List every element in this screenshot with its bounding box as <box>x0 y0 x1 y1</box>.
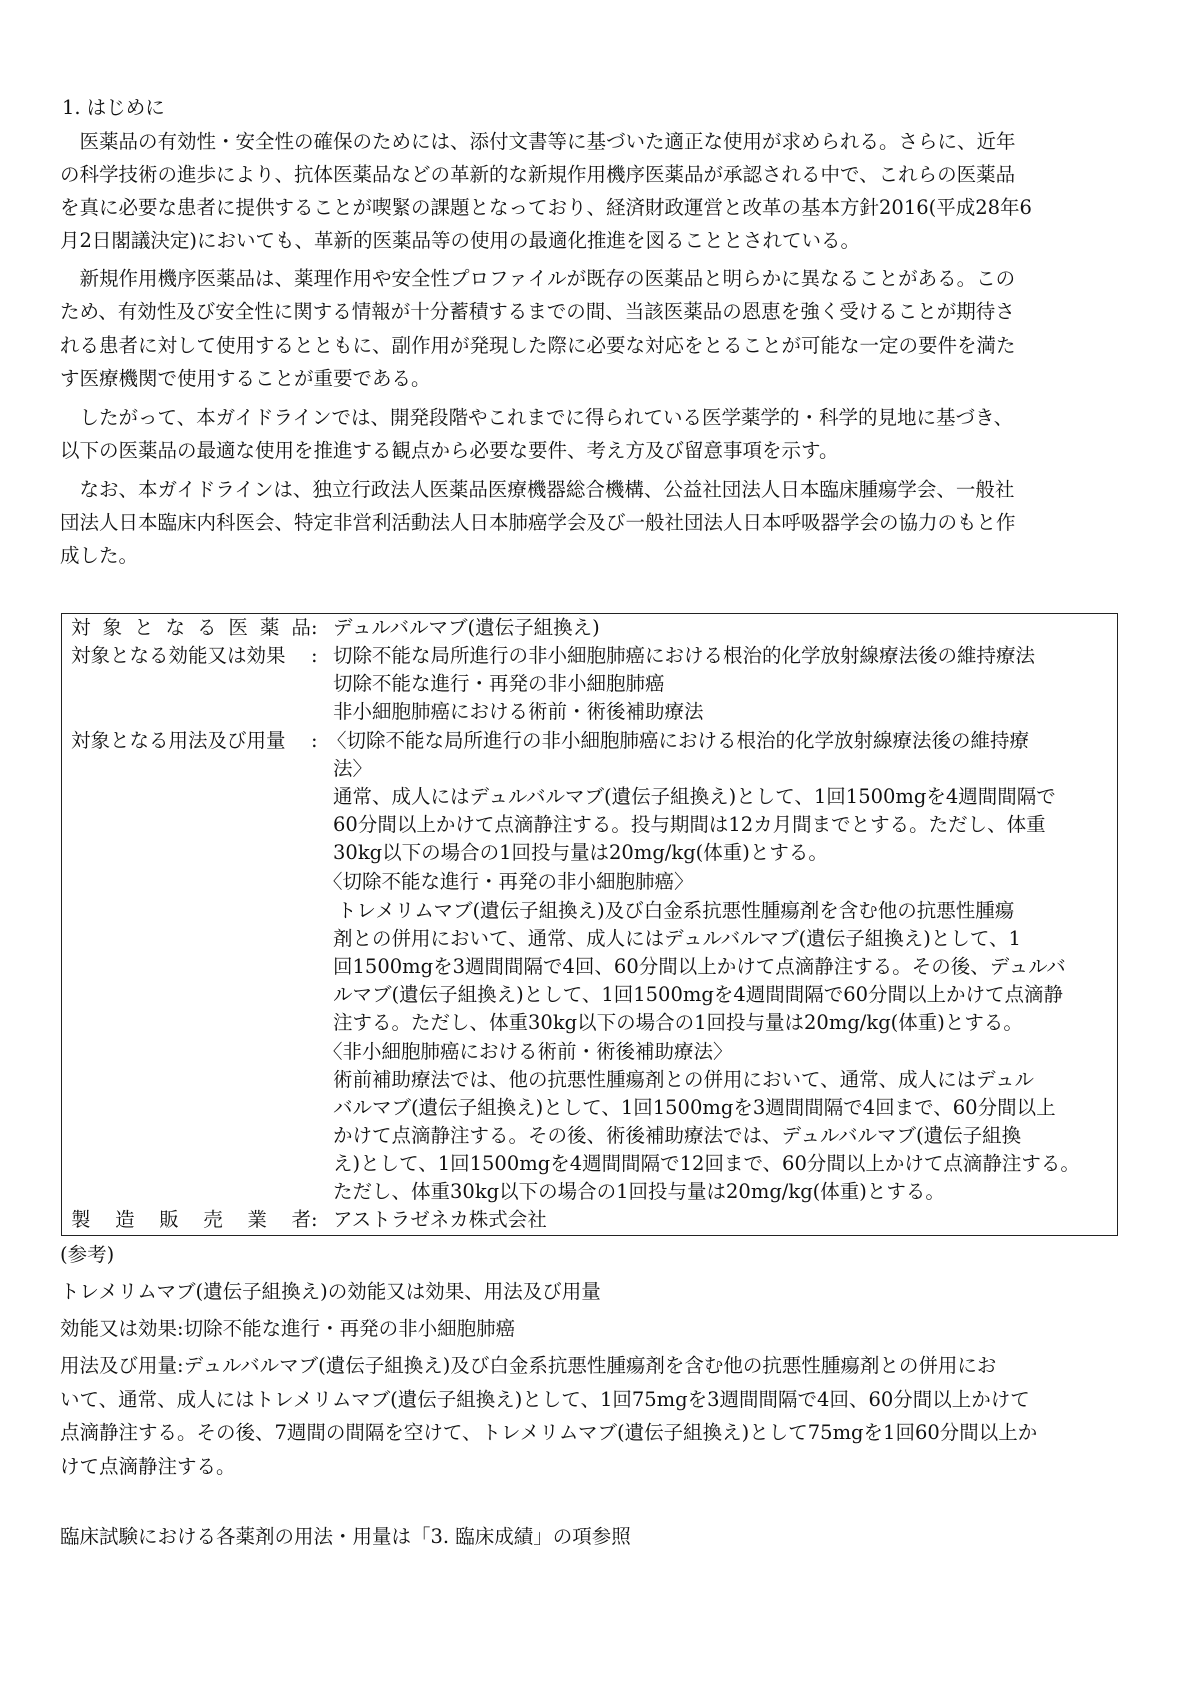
intro-line: 医薬品の有効性・安全性の確保のためには、添付文書等に基づいた適正な使用が求められる。さらに、近年 <box>60 130 1016 153</box>
maker-label-row <box>71 1206 323 1234</box>
dosage-label-row <box>71 727 323 755</box>
reference-line: トレメリムマブ(遺伝子組換え)の効能又は効果、用法及び用量 <box>60 1280 601 1303</box>
drug-label: 対 象 と な る 医 薬 品 <box>71 616 311 639</box>
dosage-line: 注する。ただし、体重30kg以下の場合の1回投与量は20mg/kg(体重)とする。 <box>333 1011 1023 1034</box>
dosage-label: 対象となる用法及び用量 <box>71 729 286 752</box>
dosage-line: 回1500mgを3週間間隔で4回、60分間以上かけて点滴静注する。その後、デュルバ <box>333 955 1066 978</box>
dosage-line: 60分間以上かけて点滴静注する。投与期間は12カ月間までとする。ただし、体重 <box>333 813 1046 836</box>
label-colon: : <box>311 616 318 639</box>
dosage-line: 術前補助療法では、他の抗悪性腫瘍剤との併用において、通常、成人にはデュル <box>333 1068 1035 1091</box>
indication-item: 非小細胞肺癌における術前・術後補助療法 <box>333 700 704 723</box>
dosage-subheading: 〈切除不能な局所進行の非小細胞肺癌における根治的化学放射線療法後の維持療 <box>327 729 1030 752</box>
intro-line: の科学技術の進歩により、抗体医薬品などの革新的な新規作用機序医薬品が承認される中で、これらの医薬品 <box>60 163 1016 186</box>
section-heading: 1. はじめに <box>62 96 165 119</box>
intro-line: したがって、本ガイドラインでは、開発段階やこれまでに得られている医学薬学的・科学的見地に基づき、 <box>60 406 1014 429</box>
dosage-line: 剤との併用において、通常、成人にはデュルバルマブ(遺伝子組換え)として、1 <box>333 927 1021 950</box>
intro-line: す医療機関で使用することが重要である。 <box>60 367 431 390</box>
intro-line: 以下の医薬品の最適な使用を推進する観点から必要な要件、考え方及び留意事項を示す。 <box>60 439 839 462</box>
intro-line: ため、有効性及び安全性に関する情報が十分蓄積するまでの間、当該医薬品の恩恵を強く受けることが期待さ <box>60 300 1015 323</box>
intro-line: 新規作用機序医薬品は、薬理作用や安全性プロファイルが既存の医薬品と明らかに異なることがある。この <box>60 267 1016 290</box>
dosage-line: バルマブ(遺伝子組換え)として、1回1500mgを3週間間隔で4回まで、60分間以上 <box>333 1096 1056 1119</box>
label-colon: : <box>311 1208 318 1231</box>
reference-line: 効能又は効果:切除不能な進行・再発の非小細胞肺癌 <box>60 1317 516 1340</box>
dosage-line: ただし、体重30kg以下の場合の1回投与量は20mg/kg(体重)とする。 <box>333 1180 945 1203</box>
reference-line: 用法及び用量:デュルバルマブ(遺伝子組換え)及び白金系抗悪性腫瘍剤を含む他の抗悪性腫瘍剤との併用にお <box>60 1354 997 1377</box>
intro-line: なお、本ガイドラインは、独立行政法人医薬品医療機器総合機構、公益社団法人日本臨床腫瘍学会、一般社 <box>60 478 1015 501</box>
dosage-line: ルマブ(遺伝子組換え)として、1回1500mgを4週間間隔で60分間以上かけて点滴静 <box>333 983 1064 1006</box>
indication-label: 対象となる効能又は効果 <box>71 644 286 667</box>
dosage-subheading: 〈切除不能な進行・再発の非小細胞肺癌〉 <box>323 870 694 893</box>
label-colon: : <box>311 644 318 667</box>
maker-label: 製 造 販 売 業 者 <box>71 1208 311 1231</box>
intro-line: 月2日閣議決定)においても、革新的医薬品等の使用の最適化推進を図ることとされている。 <box>60 229 861 252</box>
reference-line: いて、通常、成人にはトレメリムマブ(遺伝子組換え)として、1回75mgを3週間間隔で4回、60分間以上かけて <box>60 1388 1030 1411</box>
label-colon: : <box>311 729 318 752</box>
intro-line: を真に必要な患者に提供することが喫緊の課題となっており、経済財政運営と改革の基本方針2016(平成28年6 <box>60 196 1032 219</box>
maker-value: アストラゼネカ株式会社 <box>333 1208 547 1231</box>
dosage-line: かけて点滴静注する。その後、術後補助療法では、デュルバルマブ(遺伝子組換 <box>333 1124 1022 1147</box>
reference-heading: (参考) <box>60 1243 115 1266</box>
drug-value: デュルバルマブ(遺伝子組換え) <box>333 616 600 639</box>
dosage-line: 30kg以下の場合の1回投与量は20mg/kg(体重)とする。 <box>333 841 828 864</box>
dosage-subheading: 法〉 <box>333 757 373 780</box>
drug-label-row <box>71 614 323 642</box>
intro-line: 団法人日本臨床内科医会、特定非営利活動法人日本肺癌学会及び一般社団法人日本呼吸器学会の協力のもと作 <box>60 511 1016 534</box>
intro-line: 成した。 <box>60 544 139 567</box>
reference-line: 点滴静注する。その後、7週間の間隔を空けて、トレメリムマブ(遺伝子組換え)として75mgを1回60分間以上か <box>60 1421 1038 1444</box>
footer-note: 臨床試験における各薬剤の用法・用量は「3. 臨床成績」の項参照 <box>60 1525 631 1548</box>
dosage-subheading: 〈非小細胞肺癌における術前・術後補助療法〉 <box>323 1040 733 1063</box>
dosage-line: 通常、成人にはデュルバルマブ(遺伝子組換え)として、1回1500mgを4週間間隔で <box>333 785 1056 808</box>
dosage-line: トレメリムマブ(遺伝子組換え)及び白金系抗悪性腫瘍剤を含む他の抗悪性腫瘍 <box>337 899 1015 922</box>
dosage-line: え)として、1回1500mgを4週間間隔で12回まで、60分間以上かけて点滴静注する。 <box>333 1152 1080 1175</box>
reference-line: けて点滴静注する。 <box>60 1455 236 1478</box>
indication-label-row <box>71 642 323 670</box>
indication-item: 切除不能な進行・再発の非小細胞肺癌 <box>333 672 665 695</box>
intro-line: れる患者に対して使用するとともに、副作用が発現した際に必要な対応をとることが可能な一定の要件を満た <box>60 334 1016 357</box>
indication-item: 切除不能な局所進行の非小細胞肺癌における根治的化学放射線療法後の維持療法 <box>333 644 1036 667</box>
